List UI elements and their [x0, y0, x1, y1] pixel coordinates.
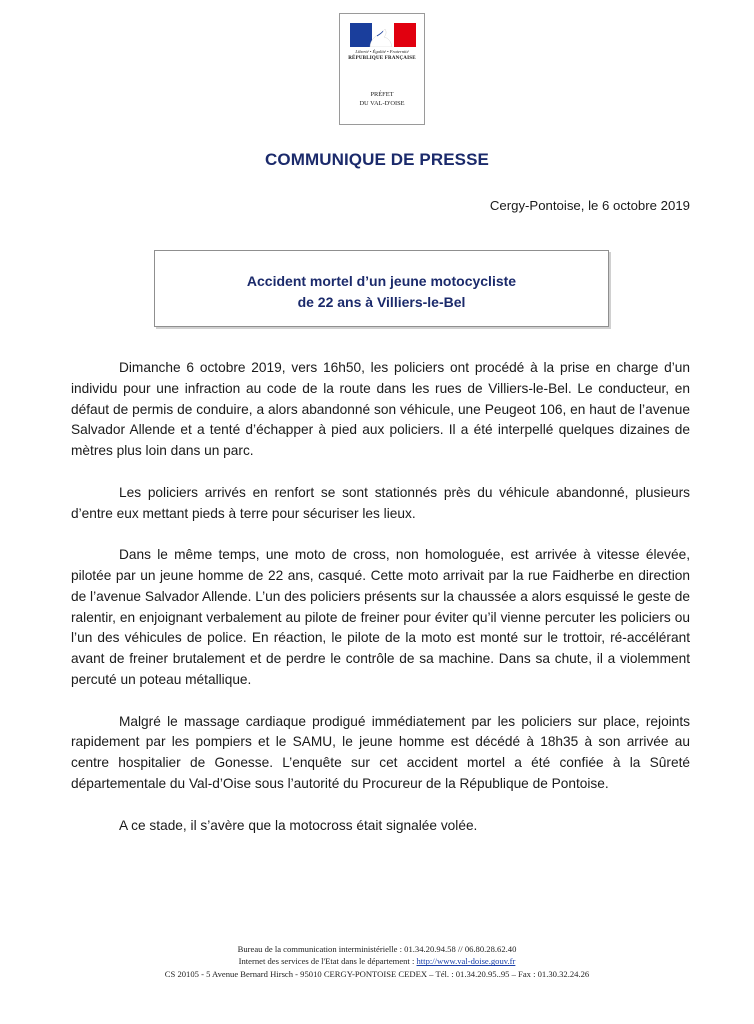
- prefecture-logo: [339, 13, 425, 125]
- paragraph-1: Dimanche 6 octobre 2019, vers 16h50, les policiers ont procédé à la prise en charge d’un individu pour une infraction au code de la route dans les rues de Villiers-le-Bel. Le conducteur, en défaut de permis de conduire, a alors abandonné son véhicule, une Peugeot 106, en haut de l’avenue Salvador Allende et a tenté d’échapper à pied aux policiers. Il a été interpellé quelques dizaines de mètres plus loin dans un parc.: [71, 360, 690, 459]
- paragraph-2: Les policiers arrivés en renfort se sont stationnés près du véhicule abandonné, plusieurs d’entre eux mettant pieds à terre pour sécuriser les lieux.: [71, 484, 690, 521]
- footer-address-line: CS 20105 - 5 Avenue Bernard Hirsch - 95010 CERGY-PONTOISE CEDEX – Tél. : 01.34.20.95..95 – Fax : 01.30.32.24.26: [164, 968, 590, 979]
- headline-line-1: Accident mortel d’un jeune motocycliste: [246, 273, 517, 289]
- footer-website-line: [0, 955, 754, 967]
- headline-box: [154, 250, 609, 327]
- press-release-title: COMMUNIQUE DE PRESSE: [265, 150, 489, 169]
- prefet-line-2: DU VAL-D'OISE: [359, 100, 405, 107]
- footer: [0, 943, 754, 980]
- prefet-label: [340, 90, 424, 108]
- republic-motto: Liberté • Égalité • Fraternité: [355, 49, 409, 54]
- republic-name: RÉPUBLIQUE FRANÇAISE: [348, 56, 416, 61]
- marianne-flag-icon: [350, 23, 416, 47]
- body-text: [71, 358, 690, 857]
- footer-website-prefix: Internet des services de l'Etat dans le département :: [238, 956, 417, 967]
- prefet-line-1: PRÉFET: [370, 91, 394, 98]
- paragraph-3: Dans le même temps, une moto de cross, non homologuée, est arrivée à vitesse élevée, pilotée par un jeune homme de 22 ans, casqué. Cette moto arrivait par la rue Faidherbe en direction de l’avenue Salvador Allende. L’un des policiers présents sur la chaussée a alors esquissé le geste de ralentir, en enjoignant verbalement au pilote de freiner pour éviter qu’il vienne percuter les policiers ou l’un des véhicules de police. En réaction, le pilote de la moto est monté sur le trottoir, ré-accélérant avant de freiner brutalement et de perdre le contrôle de sa machine. Dans sa chute, il a violemment percuté un poteau métallique.: [71, 547, 690, 687]
- footer-contact-line: Bureau de la communication interministérielle : 01.34.20.94.58 // 06.80.28.62.40: [237, 944, 517, 954]
- headline: [155, 271, 608, 313]
- place-date: Cergy-Pontoise, le 6 octobre 2019: [489, 198, 690, 213]
- footer-website-link[interactable]: http://www.val-doise.gouv.fr: [416, 956, 516, 967]
- paragraph-5: A ce stade, il s’avère que la motocross était signalée volée.: [119, 817, 478, 833]
- paragraph-4: Malgré le massage cardiaque prodigué immédiatement par les policiers sur place, rejoints rapidement par les pompiers et le SAMU, le jeune homme est décédé à 18h35 à son arrivée au centre hospitalier de Gonesse. L’enquête sur cet accident mortel a été confiée à la Sûreté départementale du Val-d’Oise sous l’autorité du Procureur de la République de Pontoise.: [71, 713, 690, 791]
- headline-line-2: de 22 ans à Villiers-le-Bel: [297, 294, 466, 310]
